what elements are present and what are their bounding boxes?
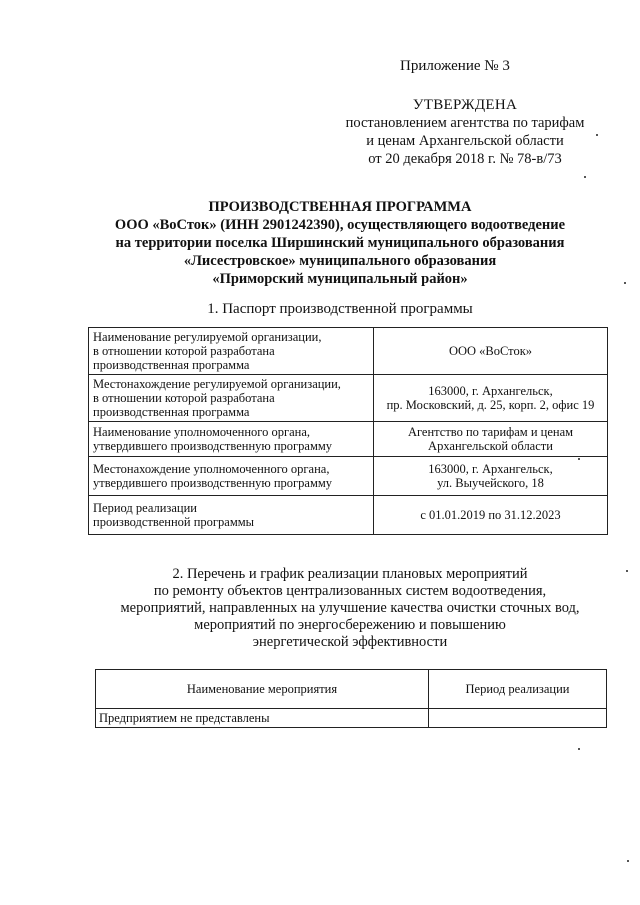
cell-line: Наименование регулируемой организации, <box>93 330 322 344</box>
section2-title <box>80 566 620 651</box>
approved-title: УТВЕРЖДЕНА <box>412 97 518 113</box>
table-cell-label <box>89 328 374 375</box>
section1-title: 1. Паспорт производственной программы <box>207 301 473 317</box>
approved-line: постановлением агентства по тарифам <box>345 115 585 131</box>
cell-line: с 01.01.2019 по 31.12.2023 <box>420 508 561 522</box>
cell-line: Период реализации <box>93 501 197 515</box>
table-row <box>89 457 608 496</box>
section2-title-line: 2. Перечень и график реализации плановых мероприятий <box>172 566 528 582</box>
table-row <box>96 709 607 728</box>
cell-line: Местонахождение регулируемой организации, <box>93 377 341 391</box>
cell-line: производственная программа <box>93 405 250 419</box>
table-cell-value <box>374 457 608 496</box>
cell-line: Архангельской области <box>428 439 553 453</box>
cell-line: Местонахождение уполномоченного органа, <box>93 462 330 476</box>
cell-line: пр. Московский, д. 25, корп. 2, офис 19 <box>386 398 595 412</box>
cell-line: ООО «ВоСток» <box>448 344 533 358</box>
cell-line: ул. Выучейского, 18 <box>437 476 544 490</box>
cell-line: Агентство по тарифам и ценам <box>407 425 574 439</box>
section2-title-line: мероприятий, направленных на улучшение качества очистки сточных вод, <box>120 600 580 616</box>
section2-title-line: мероприятий по энергосбережению и повышению <box>194 617 506 633</box>
scan-speck <box>596 134 598 136</box>
column-header-period: Период реализации <box>429 670 607 709</box>
scan-speck <box>626 570 628 572</box>
table-row <box>89 422 608 457</box>
table-cell-value <box>374 422 608 457</box>
table-cell: Предприятием не представлены <box>96 709 429 728</box>
section2-title-line: по ремонту объектов централизованных систем водоотведения, <box>153 583 547 599</box>
cell-line: в отношении которой разработана <box>93 391 275 405</box>
approved-line: от 20 декабря 2018 г. № 78-в/73 <box>368 151 562 167</box>
cell-line: 163000, г. Архангельск, <box>428 462 553 476</box>
table-cell-value <box>374 328 608 375</box>
table-cell-label <box>89 496 374 535</box>
table-row <box>89 328 608 375</box>
table-cell <box>429 709 607 728</box>
table-cell-label <box>89 457 374 496</box>
scan-speck <box>578 458 580 460</box>
program-title-line: «Лисестровское» муниципального образования <box>183 253 497 269</box>
cell-line: производственной программы <box>93 515 255 529</box>
table-cell-label <box>89 375 374 422</box>
table-row <box>89 375 608 422</box>
program-title-line: на территории поселка Ширшинский муниципального образования <box>115 235 565 251</box>
cell-line: утвердившего производственную программу <box>93 476 333 490</box>
scan-speck <box>627 860 629 862</box>
approval-block <box>330 96 600 168</box>
cell-line: 163000, г. Архангельск, <box>428 384 553 398</box>
scan-speck <box>624 282 626 284</box>
approved-line: и ценам Архангельской области <box>366 133 564 149</box>
program-title-line: ПРОИЗВОДСТВЕННАЯ ПРОГРАММА <box>208 199 472 215</box>
passport-table <box>88 327 608 535</box>
table-row <box>89 496 608 535</box>
program-title <box>60 198 620 288</box>
cell-line: в отношении которой разработана <box>93 344 275 358</box>
cell-line: производственная программа <box>93 358 250 372</box>
table-cell-label <box>89 422 374 457</box>
column-header-measure: Наименование мероприятия <box>96 670 429 709</box>
scan-speck <box>584 176 586 178</box>
program-title-line: ООО «ВоСток» (ИНН 2901242390), осуществляющего водоотведение <box>114 217 566 233</box>
table-header-row <box>96 670 607 709</box>
table-cell-value <box>374 496 608 535</box>
section2-title-line: энергетической эффективности <box>252 634 448 650</box>
cell-line: Наименование уполномоченного органа, <box>93 425 310 439</box>
appendix-number: Приложение № 3 <box>400 58 510 74</box>
measures-table <box>95 669 607 728</box>
table-cell-value <box>374 375 608 422</box>
scan-speck <box>578 748 580 750</box>
program-title-line: «Приморский муниципальный район» <box>212 271 468 287</box>
cell-line: утвердившего производственную программу <box>93 439 333 453</box>
